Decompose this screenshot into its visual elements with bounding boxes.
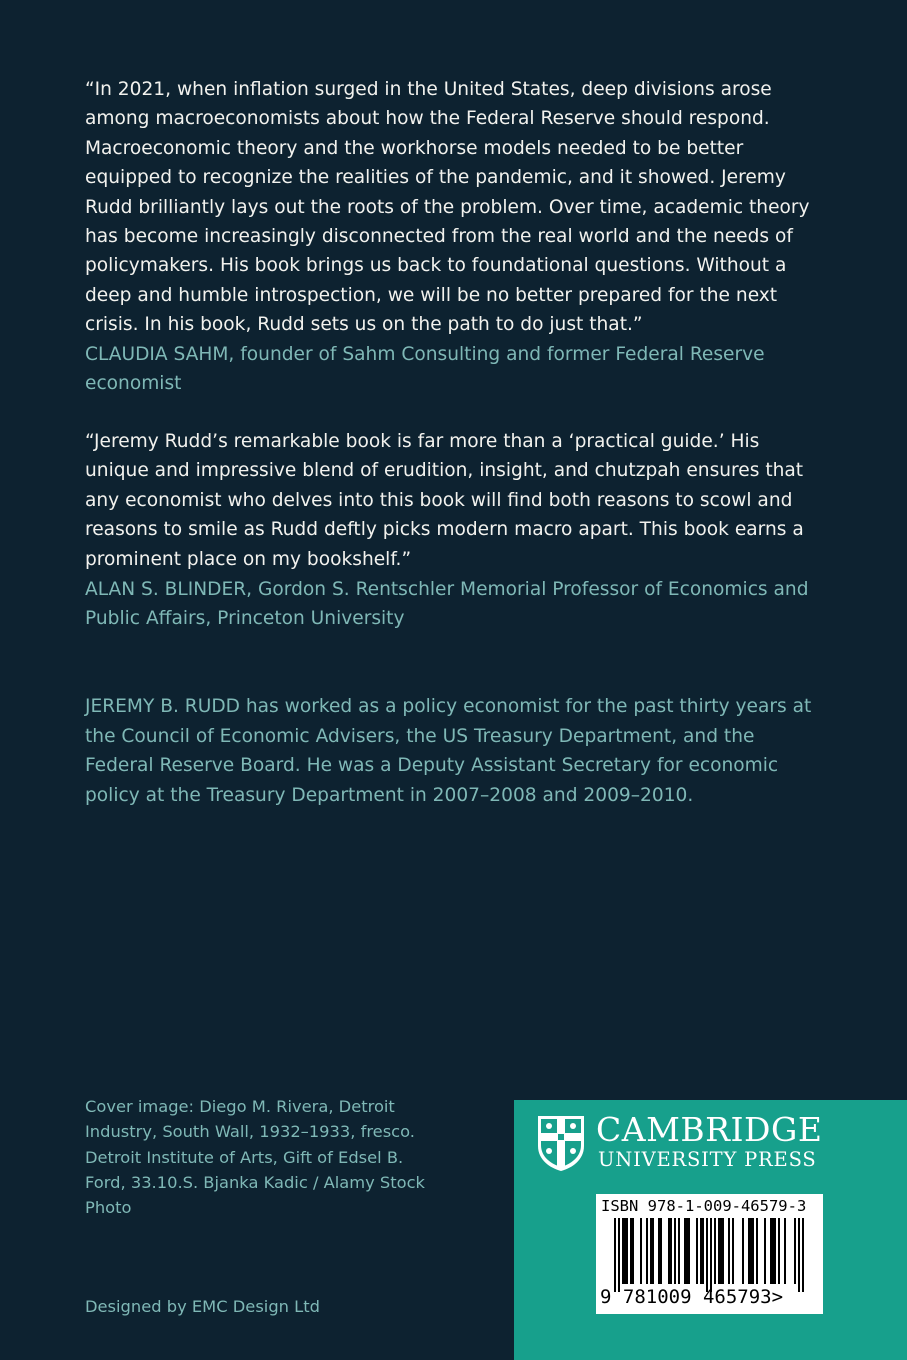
- barcode-bar: [626, 1218, 628, 1284]
- barcode-bar: [630, 1218, 632, 1284]
- cambridge-crest-icon: [536, 1114, 586, 1172]
- design-credit: Designed by EMC Design Ltd: [85, 1297, 320, 1316]
- barcode-bar: [742, 1218, 744, 1284]
- barcode-bar: [686, 1218, 688, 1284]
- barcode-bar: [764, 1218, 766, 1284]
- barcode-bar: [748, 1218, 750, 1284]
- barcode-bar: [632, 1218, 634, 1284]
- barcode-bar: [640, 1218, 642, 1284]
- barcode-bar: [688, 1218, 690, 1284]
- barcode-bar: [696, 1218, 698, 1284]
- barcode-bar: [668, 1218, 670, 1284]
- barcode-bar: [658, 1218, 660, 1284]
- isbn-label: ISBN 978-1-009-46579-3: [601, 1197, 807, 1215]
- barcode-bar: [674, 1218, 676, 1284]
- barcode-bar: [710, 1218, 712, 1292]
- barcode-bar: [728, 1218, 730, 1284]
- barcode-bar: [670, 1218, 672, 1284]
- barcode-bar: [678, 1218, 680, 1284]
- barcode-bar: [772, 1218, 774, 1284]
- barcode-bar: [718, 1218, 720, 1284]
- barcode-bar: [700, 1218, 702, 1284]
- barcode-bar: [660, 1218, 662, 1284]
- barcode-bar: [614, 1218, 616, 1292]
- isbn-barcode: [596, 1194, 823, 1314]
- barcode-bar: [622, 1218, 624, 1284]
- barcode-bar: [794, 1218, 796, 1284]
- barcode-bar: [652, 1218, 654, 1284]
- author-name: JEREMY B. RUDD: [85, 696, 240, 717]
- testimonial-quote-1: “In 2021, when inflation surged in the United States, deep divisions arose among macroeconomists about how the Federal Reserve should respond. Macroeconomic theory and the workhorse models needed to be better equipped to recognize the realities of the pandemic, and it showed. Jeremy Rudd brilliantly lays out the roots of the problem. Over time, academic theory has become increasingly disconnected from the real world and the needs of policymakers. His book brings us back to foundational questions. Without a deep and humble introspection, we will be no better prepared for the next crisis. In his book, Rudd sets us on the path to do just that.”: [85, 79, 810, 336]
- barcode-bar: [732, 1218, 734, 1284]
- barcode-bar: [802, 1218, 804, 1292]
- barcode-bar: [750, 1218, 752, 1284]
- barcode-bar: [650, 1218, 652, 1284]
- barcode-bar: [706, 1218, 708, 1292]
- publisher-name: CAMBRIDGE: [596, 1110, 823, 1149]
- barcode-bar: [618, 1218, 620, 1292]
- publisher-subtitle: UNIVERSITY PRESS: [598, 1148, 817, 1171]
- barcode-bar: [720, 1218, 722, 1284]
- barcode-bar: [714, 1218, 716, 1284]
- barcode-bar: [798, 1218, 800, 1292]
- cover-image-credit: Cover image: Diego M. Rivera, Detroit Industry, South Wall, 1932–1933, fresco. Detroit Institute of Arts, Gift of Edsel B. Ford, 33.10.S. Bjanka Kadic / Alamy Stock Photo: [85, 1097, 425, 1218]
- barcode-bar: [784, 1218, 786, 1284]
- barcode-bar: [756, 1218, 758, 1284]
- barcode-digits: 9 781009 465793>: [600, 1286, 784, 1308]
- barcode-bar: [624, 1218, 626, 1284]
- barcode-bar: [646, 1218, 648, 1284]
- barcode-bars: [596, 1216, 823, 1294]
- testimonial-attribution-1: CLAUDIA SAHM, founder of Sahm Consulting and former Federal Reserve economist: [85, 344, 765, 395]
- author-bio-text: has worked as a policy economist for the past thirty years at the Council of Economic Advisers, the US Treasury Department, and the Federal Reserve Board. He was a Deputy Assistant Secretary for economic policy at the Treasury Department in 2007–2008 and 2009–2010.: [85, 696, 812, 806]
- barcode-bar: [722, 1218, 724, 1284]
- publisher-panel: [514, 1100, 907, 1360]
- barcode-bar: [752, 1218, 754, 1284]
- barcode-bar: [684, 1218, 686, 1284]
- barcode-bar: [770, 1218, 772, 1284]
- testimonial-attribution-2: ALAN S. BLINDER, Gordon S. Rentschler Memorial Professor of Economics and Public Affairs, Princeton University: [85, 579, 809, 630]
- barcode-bar: [778, 1218, 780, 1284]
- barcode-bar: [702, 1218, 704, 1284]
- testimonial-quote-2: “Jeremy Rudd’s remarkable book is far more than a ‘practical guide.’ His unique and impressive blend of erudition, insight, and chutzpah ensures that any economist who delves into this book will find both reasons to scowl and reasons to smile as Rudd deftly picks modern macro apart. This book earns a prominent place on my bookshelf.”: [85, 431, 804, 570]
- author-bio: [85, 692, 825, 810]
- barcode-bar: [774, 1218, 776, 1284]
